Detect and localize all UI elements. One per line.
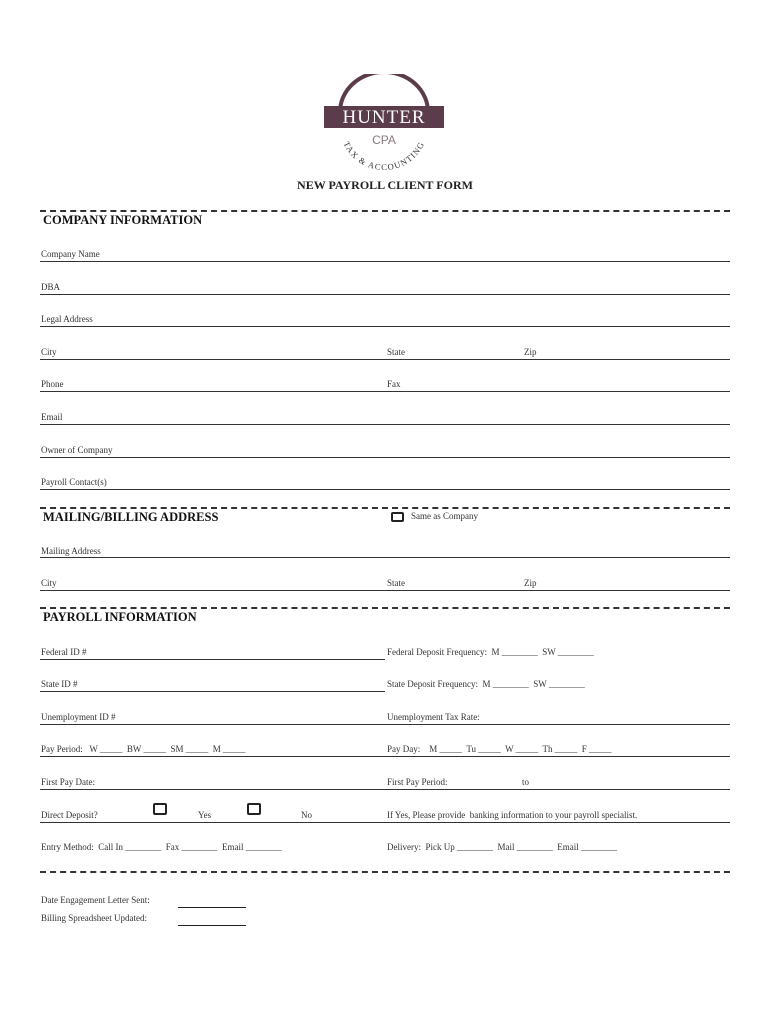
direct-deposit-yes-checkbox[interactable] <box>153 803 167 815</box>
form-title: NEW PAYROLL CLIENT FORM <box>297 178 473 192</box>
first-pay-period-to: to <box>522 777 530 787</box>
mailing-city-state-zip-field[interactable] <box>40 590 730 591</box>
owner-label: Owner of Company <box>41 445 113 455</box>
email-field[interactable] <box>40 424 730 425</box>
entry-method-label: Entry Method: Call In ________ Fax ________ Email ________ <box>41 842 282 852</box>
city-label: City <box>41 347 57 357</box>
owner-field[interactable] <box>40 457 730 458</box>
direct-deposit-field[interactable] <box>40 822 730 823</box>
mailing-address-field[interactable] <box>40 557 730 558</box>
state-label: State <box>387 347 405 357</box>
federal-id-label: Federal ID # <box>41 647 87 657</box>
billing-spreadsheet-field[interactable] <box>178 925 246 926</box>
hunter-cpa-logo <box>318 74 450 174</box>
delivery-label: Delivery: Pick Up ________ Mail ________ Email ________ <box>387 842 617 852</box>
engagement-letter-label: Date Engagement Letter Sent: <box>41 895 150 905</box>
direct-deposit-label: Direct Deposit? <box>41 810 98 820</box>
billing-spreadsheet-label: Billing Spreadsheet Updated: <box>41 913 147 923</box>
first-pay-period-label: First Pay Period: <box>387 777 448 787</box>
email-label: Email <box>41 412 63 422</box>
payroll-contact-label: Payroll Contact(s) <box>41 477 107 487</box>
payroll-heading: PAYROLL INFORMATION <box>43 610 197 624</box>
direct-deposit-no-label: No <box>301 810 312 820</box>
state-id-label: State ID # <box>41 679 78 689</box>
pay-period-field[interactable] <box>40 756 730 757</box>
first-pay-date-field[interactable] <box>40 789 730 790</box>
federal-id-field[interactable] <box>40 659 385 660</box>
company-name-label: Company Name <box>41 249 100 259</box>
state-deposit-label: State Deposit Frequency: M ________ SW ________ <box>387 679 585 689</box>
mailing-address-label: Mailing Address <box>41 546 101 556</box>
pay-period-label: Pay Period: W _____ BW _____ SM _____ M _____ <box>41 744 246 754</box>
legal-address-field[interactable] <box>40 326 730 327</box>
same-as-company-label: Same as Company <box>411 511 478 521</box>
state-id-field[interactable] <box>40 691 385 692</box>
section-divider <box>40 507 730 509</box>
section-divider <box>40 607 730 609</box>
fax-label: Fax <box>387 379 401 389</box>
zip-label: Zip <box>524 347 537 357</box>
company-heading: COMPANY INFORMATION <box>43 213 203 227</box>
legal-address-label: Legal Address <box>41 314 93 324</box>
logo-arc-text: TAX & ACCOUNTING <box>341 139 427 173</box>
dba-label: DBA <box>41 282 61 292</box>
engagement-letter-field[interactable] <box>178 907 246 908</box>
company-name-field[interactable] <box>40 261 730 262</box>
section-divider <box>40 210 730 212</box>
federal-deposit-label: Federal Deposit Frequency: M ________ SW ________ <box>387 647 594 657</box>
logo-sub: CPA <box>372 133 396 147</box>
direct-deposit-no-checkbox[interactable] <box>247 803 261 815</box>
mailing-state-label: State <box>387 578 405 588</box>
same-as-company-checkbox[interactable] <box>391 512 404 522</box>
direct-deposit-yes-label: Yes <box>198 810 212 820</box>
pay-day-label: Pay Day: M _____ Tu _____ W _____ Th _____ F _____ <box>387 744 612 754</box>
city-state-zip-field[interactable] <box>40 359 730 360</box>
unemployment-rate-label: Unemployment Tax Rate: <box>387 712 480 722</box>
payroll-contact-field[interactable] <box>40 489 730 490</box>
banking-note: If Yes, Please provide banking information to your payroll specialist. <box>387 810 638 820</box>
unemployment-field[interactable] <box>40 724 730 725</box>
phone-label: Phone <box>41 379 64 389</box>
mailing-heading: MAILING/BILLING ADDRESS <box>43 510 219 524</box>
mailing-zip-label: Zip <box>524 578 537 588</box>
dba-field[interactable] <box>40 294 730 295</box>
phone-fax-field[interactable] <box>40 391 730 392</box>
section-divider <box>40 871 730 873</box>
unemployment-id-label: Unemployment ID # <box>41 712 116 722</box>
logo-brand: HUNTER <box>342 107 426 128</box>
mailing-city-label: City <box>41 578 57 588</box>
first-pay-date-label: First Pay Date: <box>41 777 95 787</box>
